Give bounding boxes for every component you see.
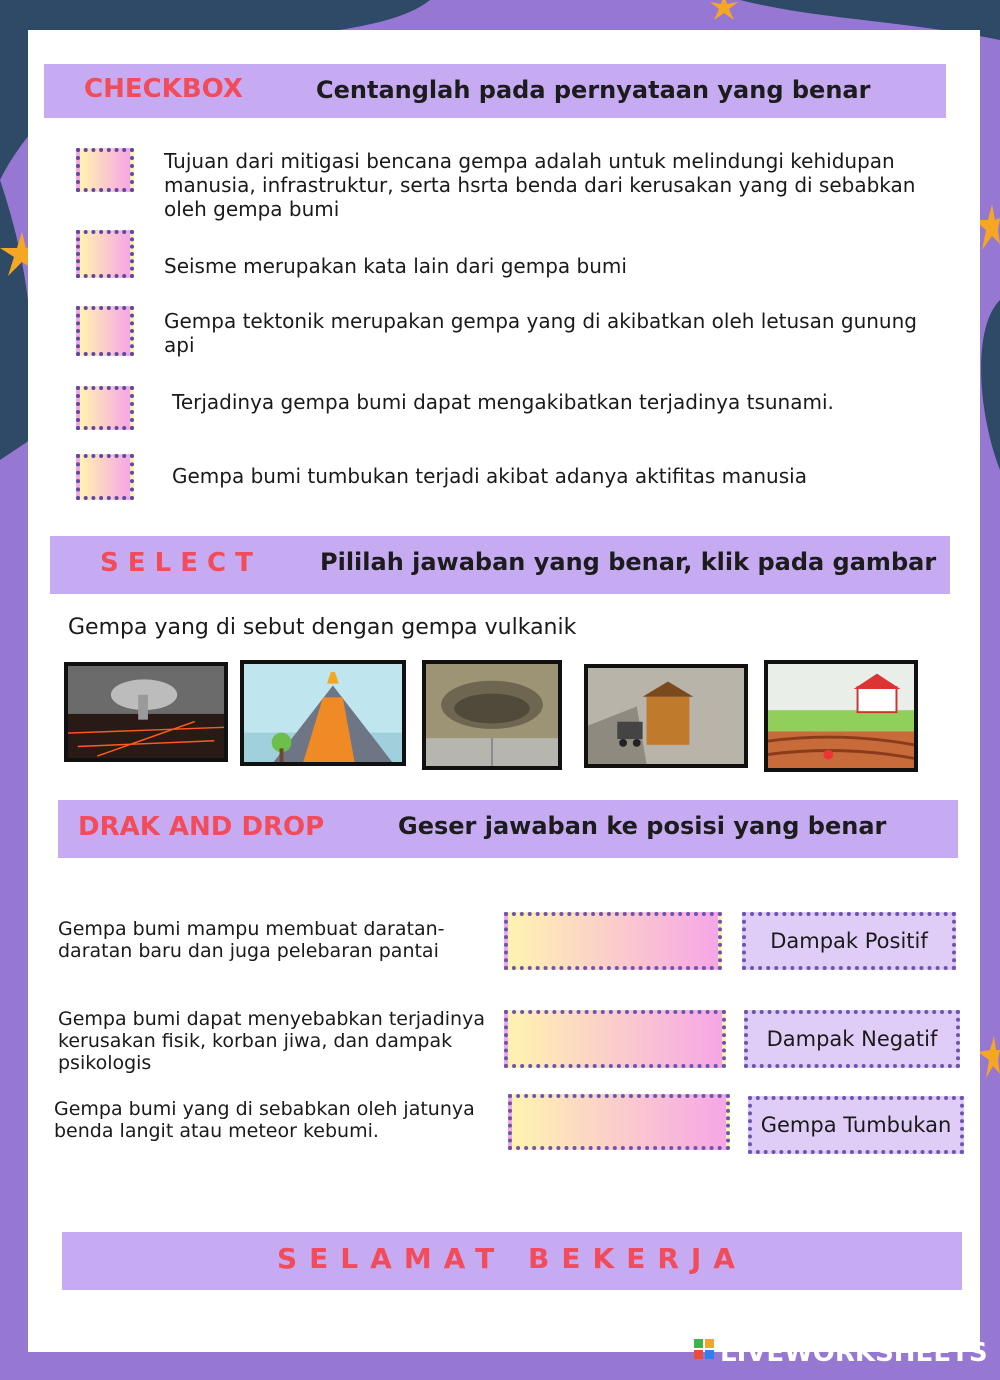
dragdrop-statement-2: Gempa bumi dapat menyebabkan terjadinya kerusakan fisik, korban jiwa, dan dampak psikologis [58,1008,485,1074]
explosion-city-image[interactable] [64,662,228,762]
drop-zone-3[interactable] [508,1094,730,1150]
drop-zone-2[interactable] [504,1010,726,1068]
drop-zone-1[interactable] [504,912,722,970]
drag-option-dampak-positif[interactable]: Dampak Positif [742,912,956,970]
drag-option-gempa-tumbukan[interactable]: Gempa Tumbukan [748,1096,964,1154]
checkbox-statement-5: Gempa bumi tumbukan terjadi akibat adanya aktifitas manusia [172,464,807,488]
liveworksheets-logo-icon [694,1339,716,1367]
checkbox-5[interactable] [76,454,134,500]
checkbox-1[interactable] [76,148,134,192]
checkbox-4[interactable] [76,386,134,430]
select-header-band [50,536,950,594]
select-instruction: Pililah jawaban yang benar, klik pada gambar [320,548,937,576]
checkbox-statement-3: Gempa tektonik merupakan gempa yang di akibatkan oleh letusan gunung api [164,309,917,357]
star-icon [704,0,744,24]
footer-text: SELAMAT BEKERJA [277,1242,747,1275]
mining-image[interactable] [584,664,748,768]
checkbox-2[interactable] [76,230,134,278]
star-icon [978,1036,1000,1080]
brand-name: LIVEWORKSHEETS [720,1338,988,1368]
dragdrop-section-title: DRAK AND DROP [78,812,325,842]
checkbox-statement-2: Seisme merupakan kata lain dari gempa bumi [164,254,627,278]
footer-band [62,1232,962,1290]
checkbox-statement-1: Tujuan dari mitigasi bencana gempa adalah untuk melindungi kehidupan manusia, infrastruktur, serta hsrta benda dari kerusakan yang di sebabkan oleh gempa bumi [164,149,916,221]
checkbox-statement-4: Terjadinya gempa bumi dapat mengakibatkan terjadinya tsunami. [172,390,834,414]
drag-option-dampak-negatif[interactable]: Dampak Negatif [744,1010,960,1068]
dragdrop-statement-3: Gempa bumi yang di sebabkan oleh jatunya benda langit atau meteor kebumi. [54,1098,475,1142]
dragdrop-header-band [58,800,958,858]
checkbox-3[interactable] [76,306,134,356]
brand-logo [694,1338,988,1368]
checkbox-instruction: Centanglah pada pernyataan yang benar [316,76,871,104]
dragdrop-statement-1: Gempa bumi mampu membuat daratan-daratan baru dan juga pelebaran pantai [58,918,445,962]
earthquake-house-image[interactable] [764,660,918,772]
select-section-title: S E L E C T [100,548,253,578]
dragdrop-instruction: Geser jawaban ke posisi yang benar [398,812,887,840]
checkbox-header-band [44,64,946,118]
select-question: Gempa yang di sebut dengan gempa vulkanik [68,615,577,640]
meteor-crater-image[interactable] [422,660,562,770]
volcano-eruption-image[interactable] [240,660,406,766]
checkbox-section-title: CHECKBOX [84,74,243,104]
